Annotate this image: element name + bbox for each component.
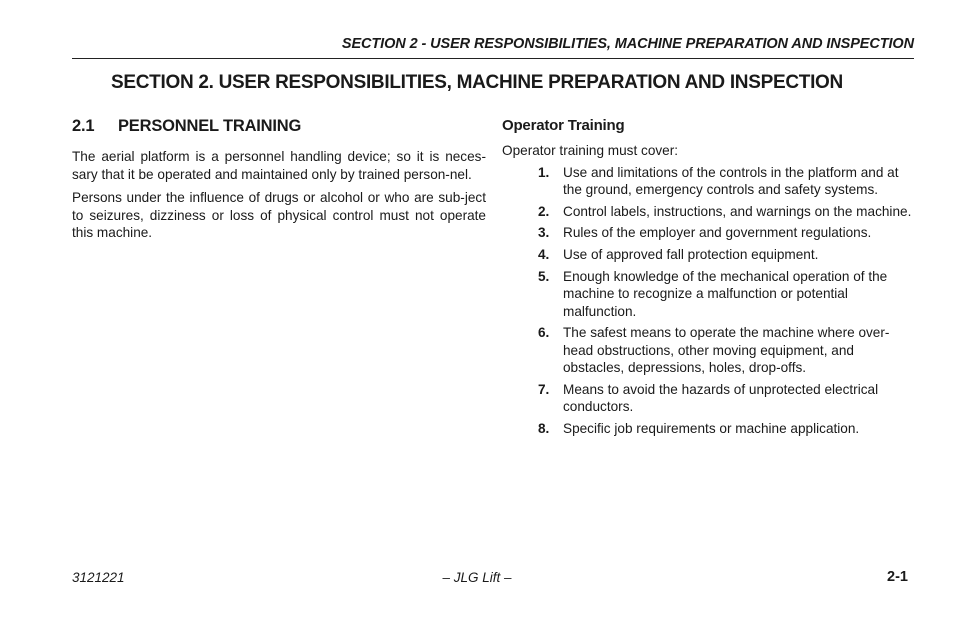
document-number: 3121221 — [72, 570, 125, 585]
right-column — [502, 117, 918, 442]
item-number: 4. — [538, 247, 550, 263]
item-number: 7. — [538, 381, 550, 397]
list-item — [502, 224, 918, 241]
item-number: 2. — [538, 203, 550, 219]
item-text: Enough knowledge of the mechanical operation of the machine to recognize a malfunction or potential malfunction. — [563, 268, 888, 319]
list-item — [502, 268, 918, 320]
list-item — [502, 246, 918, 263]
list-item — [502, 203, 918, 220]
subsection-number: 2.1 — [72, 117, 95, 135]
footer-brand: – JLG Lift – — [442, 570, 512, 585]
list-item — [502, 324, 918, 376]
paragraph: Persons under the influence of drugs or alcohol or who are sub-ject to seizures, dizziness or loss of physical control must not operate this machine. — [72, 190, 486, 240]
subsection-title: PERSONNEL TRAINING — [118, 117, 302, 135]
item-number: 3. — [538, 225, 550, 241]
list-item — [502, 420, 918, 437]
training-list — [502, 164, 918, 438]
item-text: The safest means to operate the machine where over-head obstructions, other moving equipment, and obstacles, depressions, holes, drop-offs. — [563, 325, 890, 375]
item-text: Means to avoid the hazards of unprotected electrical conductors. — [563, 381, 879, 415]
list-item — [502, 381, 918, 416]
header-divider — [72, 58, 914, 59]
operator-training-heading: Operator Training — [502, 117, 625, 134]
item-text: Use of approved fall protection equipment. — [563, 247, 819, 263]
item-text: Rules of the employer and government regulations. — [563, 225, 872, 241]
item-text: Use and limitations of the controls in the platform and at the ground, emergency controls and safety systems. — [563, 164, 899, 197]
running-header: SECTION 2 - USER RESPONSIBILITIES, MACHINE PREPARATION AND INSPECTION — [341, 36, 914, 52]
subsection-heading — [72, 117, 486, 136]
left-column — [72, 117, 486, 248]
list-item — [502, 164, 918, 199]
item-text: Control labels, instructions, and warnings on the machine. — [563, 203, 912, 219]
item-number: 1. — [538, 164, 550, 180]
paragraph: The aerial platform is a personnel handling device; so it is neces-sary that it be operated and maintained only by trained person-nel. — [72, 149, 486, 182]
list-intro: Operator training must cover: — [502, 143, 679, 158]
item-number: 8. — [538, 420, 550, 436]
item-number: 6. — [538, 325, 550, 341]
page-number: 2-1 — [887, 569, 908, 585]
section-title: SECTION 2. USER RESPONSIBILITIES, MACHINE PREPARATION AND INSPECTION — [111, 72, 843, 93]
item-number: 5. — [538, 268, 550, 284]
item-text: Specific job requirements or machine application. — [563, 420, 860, 436]
